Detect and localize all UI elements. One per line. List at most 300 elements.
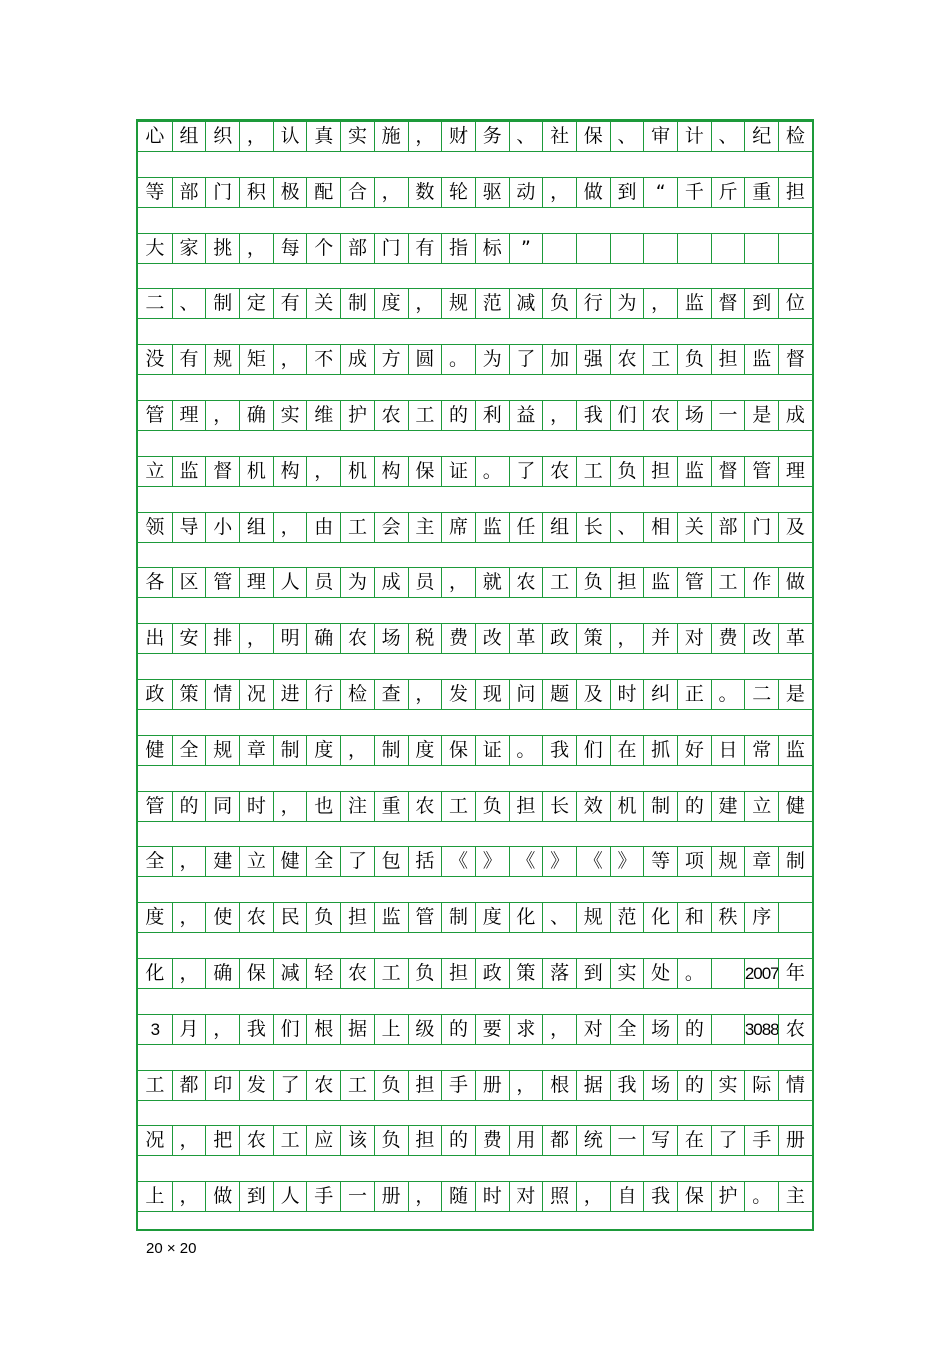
grid-cell: 不 <box>306 344 340 375</box>
grid-cell: 制 <box>273 735 307 766</box>
grid-cell: 况 <box>138 1125 172 1156</box>
grid-cell: 对 <box>576 1014 610 1045</box>
grid-cell: 》 <box>542 846 576 877</box>
grid-cell: 益 <box>509 400 543 431</box>
grid-cell: 人 <box>273 1181 307 1212</box>
grid-cell: 、 <box>711 121 745 152</box>
grid-cell: 我 <box>576 400 610 431</box>
grid-cell: 写 <box>643 1125 677 1156</box>
grid-row <box>138 1181 812 1212</box>
grid-cell: 负 <box>610 456 644 487</box>
grid-cell: 负 <box>374 1070 408 1101</box>
grid-cell: ， <box>205 1014 239 1045</box>
grid-cell: 极 <box>273 177 307 208</box>
grid-cell: 门 <box>205 177 239 208</box>
grid-cell: 定 <box>239 288 273 319</box>
grid-cell: 长 <box>542 791 576 822</box>
grid-cell: 。 <box>509 735 543 766</box>
grid-cell: 革 <box>778 623 812 654</box>
grid-cell: 部 <box>340 233 374 264</box>
grid-cell: 到 <box>239 1181 273 1212</box>
grid-cell: 们 <box>273 1014 307 1045</box>
grid-cell: 构 <box>273 456 307 487</box>
grid-cell: 组 <box>172 121 206 152</box>
grid-cell: 现 <box>475 679 509 710</box>
grid-cell: 就 <box>475 567 509 598</box>
grid-cell: 据 <box>576 1070 610 1101</box>
grid-cell: 二 <box>138 288 172 319</box>
grid-row <box>138 1014 812 1045</box>
grid-cell: 。 <box>711 679 745 710</box>
grid-cell: 手 <box>744 1125 778 1156</box>
grid-cell: 规 <box>205 735 239 766</box>
grid-cell: 一 <box>610 1125 644 1156</box>
grid-cell: 督 <box>778 344 812 375</box>
grid-cell: 化 <box>509 902 543 933</box>
grid-cell: 监 <box>374 902 408 933</box>
grid-cell: 农 <box>778 1014 812 1045</box>
grid-cell: 督 <box>205 456 239 487</box>
grid-cell: 工 <box>138 1070 172 1101</box>
grid-row <box>138 1070 812 1101</box>
grid-cell: 出 <box>138 623 172 654</box>
grid-cell: 监 <box>744 344 778 375</box>
grid-cell: 健 <box>778 791 812 822</box>
grid-cell: 立 <box>138 456 172 487</box>
grid-cell: 二 <box>744 679 778 710</box>
grid-cell: 保 <box>576 121 610 152</box>
grid-cell: 实 <box>273 400 307 431</box>
grid-cell: 有 <box>273 288 307 319</box>
grid-cell: 场 <box>374 623 408 654</box>
grid-cell <box>677 233 711 264</box>
grid-cell: 求 <box>509 1014 543 1045</box>
grid-cell: 化 <box>643 902 677 933</box>
grid-cell: 章 <box>744 846 778 877</box>
grid-cell <box>576 233 610 264</box>
grid-cell: 工 <box>273 1125 307 1156</box>
grid-cell: 题 <box>542 679 576 710</box>
grid-cell: 减 <box>509 288 543 319</box>
grid-cell: 主 <box>778 1181 812 1212</box>
grid-cell: 的 <box>441 1014 475 1045</box>
grid-cell: 。 <box>677 958 711 989</box>
grid-cell: 负 <box>542 288 576 319</box>
grid-cell: 、 <box>610 121 644 152</box>
grid-cell: 政 <box>138 679 172 710</box>
grid-cell: 实 <box>610 958 644 989</box>
grid-cell: 加 <box>542 344 576 375</box>
grid-cell: 册 <box>374 1181 408 1212</box>
grid-cell: ， <box>239 233 273 264</box>
grid-cell: 积 <box>239 177 273 208</box>
grid-cell: 月 <box>172 1014 206 1045</box>
grid-cell: 制 <box>778 846 812 877</box>
grid-cell: 规 <box>205 344 239 375</box>
grid-cell: ， <box>172 958 206 989</box>
grid-cell: 使 <box>205 902 239 933</box>
grid-cell: 确 <box>306 623 340 654</box>
grid-cell: 正 <box>677 679 711 710</box>
grid-cell: 有 <box>408 233 442 264</box>
grid-cell: 担 <box>778 177 812 208</box>
grid-cell: 强 <box>576 344 610 375</box>
grid-cell: 税 <box>408 623 442 654</box>
grid-cell: 。 <box>475 456 509 487</box>
grid-cell: 的 <box>677 1070 711 1101</box>
grid-cell: 大 <box>138 233 172 264</box>
grid-cell: 安 <box>172 623 206 654</box>
grid-size-label: 20 × 20 <box>146 1240 197 1257</box>
grid-cell: ， <box>441 567 475 598</box>
grid-cell: 相 <box>643 512 677 543</box>
grid-cell: 的 <box>441 400 475 431</box>
grid-cell: 利 <box>475 400 509 431</box>
grid-cell: 负 <box>677 344 711 375</box>
grid-cell: 农 <box>239 902 273 933</box>
grid-cell: 农 <box>610 344 644 375</box>
grid-row <box>138 679 812 710</box>
grid-cell: 工 <box>340 512 374 543</box>
grid-cell: 照 <box>542 1181 576 1212</box>
grid-cell: 成 <box>340 344 374 375</box>
grid-cell: ， <box>509 1070 543 1101</box>
grid-cell: 为 <box>340 567 374 598</box>
grid-cell: 数 <box>408 177 442 208</box>
grid-cell: 减 <box>273 958 307 989</box>
grid-cell: 监 <box>677 456 711 487</box>
grid-cell: 范 <box>610 902 644 933</box>
grid-cell: 排 <box>205 623 239 654</box>
grid-cell: 上 <box>138 1181 172 1212</box>
grid-cell: 一 <box>711 400 745 431</box>
grid-cell: 由 <box>306 512 340 543</box>
grid-cell: 章 <box>239 735 273 766</box>
grid-cell: 矩 <box>239 344 273 375</box>
grid-cell: 管 <box>138 400 172 431</box>
grid-cell: 建 <box>711 791 745 822</box>
grid-cell: 斤 <box>711 177 745 208</box>
grid-cell: 该 <box>340 1125 374 1156</box>
grid-cell: 做 <box>778 567 812 598</box>
grid-cell: ， <box>374 177 408 208</box>
grid-cell: ， <box>408 679 442 710</box>
grid-cell: 际 <box>744 1070 778 1101</box>
grid-cell: 作 <box>744 567 778 598</box>
grid-cell: 和 <box>677 902 711 933</box>
grid-cell: 位 <box>778 288 812 319</box>
grid-cell: 负 <box>576 567 610 598</box>
grid-cell: 工 <box>711 567 745 598</box>
grid-cell: 管 <box>744 456 778 487</box>
grid-cell: 《 <box>576 846 610 877</box>
grid-cell: 证 <box>475 735 509 766</box>
grid-cell: 个 <box>306 233 340 264</box>
grid-cell: 社 <box>542 121 576 152</box>
grid-cell: 等 <box>138 177 172 208</box>
grid-cell: 革 <box>509 623 543 654</box>
grid-cell: 、 <box>542 902 576 933</box>
grid-cell: 了 <box>711 1125 745 1156</box>
grid-cell: 确 <box>205 958 239 989</box>
grid-cell: 指 <box>441 233 475 264</box>
grid-cell: 化 <box>138 958 172 989</box>
grid-cell: 组 <box>239 512 273 543</box>
grid-cell: 保 <box>677 1181 711 1212</box>
grid-cell: 改 <box>475 623 509 654</box>
grid-cell: 担 <box>408 1070 442 1101</box>
grid-cell: 负 <box>475 791 509 822</box>
grid-cell: 制 <box>441 902 475 933</box>
grid-row <box>138 344 812 375</box>
grid-cell: 重 <box>744 177 778 208</box>
grid-cell: ， <box>610 623 644 654</box>
grid-cell: 是 <box>778 679 812 710</box>
grid-cell: ， <box>239 623 273 654</box>
grid-row <box>138 121 812 152</box>
grid-row <box>138 567 812 598</box>
grid-cell <box>610 233 644 264</box>
grid-cell: 2007 <box>744 958 778 989</box>
grid-cell: 工 <box>441 791 475 822</box>
grid-cell: 及 <box>576 679 610 710</box>
grid-cell: 门 <box>744 512 778 543</box>
grid-cell: 没 <box>138 344 172 375</box>
grid-cell: 在 <box>677 1125 711 1156</box>
grid-row <box>138 1125 812 1156</box>
grid-cell: 规 <box>576 902 610 933</box>
grid-cell: 》 <box>475 846 509 877</box>
grid-cell: 到 <box>610 177 644 208</box>
grid-cell: 担 <box>441 958 475 989</box>
grid-cell: 常 <box>744 735 778 766</box>
grid-cell: 一 <box>340 1181 374 1212</box>
grid-cell: 长 <box>576 512 610 543</box>
grid-cell: 费 <box>711 623 745 654</box>
grid-cell <box>643 233 677 264</box>
grid-row <box>138 846 812 877</box>
grid-row <box>138 623 812 654</box>
grid-cell: 员 <box>306 567 340 598</box>
grid-cell: 主 <box>408 512 442 543</box>
grid-cell: ， <box>273 344 307 375</box>
grid-cell: 册 <box>778 1125 812 1156</box>
grid-cell: 立 <box>239 846 273 877</box>
grid-cell: 监 <box>643 567 677 598</box>
grid-cell: ， <box>542 177 576 208</box>
grid-cell: 农 <box>509 567 543 598</box>
grid-cell: 配 <box>306 177 340 208</box>
grid-row <box>138 902 812 933</box>
grid-cell: 用 <box>509 1125 543 1156</box>
grid-cell: 农 <box>408 791 442 822</box>
grid-cell: 费 <box>475 1125 509 1156</box>
grid-cell <box>778 233 812 264</box>
grid-cell: 度 <box>306 735 340 766</box>
grid-cell: 都 <box>172 1070 206 1101</box>
grid-cell: 处 <box>643 958 677 989</box>
grid-cell: 了 <box>273 1070 307 1101</box>
grid-cell: 规 <box>711 846 745 877</box>
grid-cell: 了 <box>340 846 374 877</box>
grid-cell: ， <box>408 121 442 152</box>
grid-cell <box>778 902 812 933</box>
grid-cell: 督 <box>711 288 745 319</box>
grid-cell: 并 <box>643 623 677 654</box>
grid-cell: 等 <box>643 846 677 877</box>
grid-cell: ， <box>172 1125 206 1156</box>
grid-cell: ” <box>509 233 543 264</box>
grid-cell: 场 <box>677 400 711 431</box>
grid-cell: ， <box>408 1181 442 1212</box>
grid-cell: ， <box>340 735 374 766</box>
grid-cell: 保 <box>441 735 475 766</box>
grid-cell: 农 <box>340 958 374 989</box>
grid-cell: 关 <box>306 288 340 319</box>
grid-cell: ， <box>306 456 340 487</box>
grid-cell: 情 <box>205 679 239 710</box>
grid-cell: 明 <box>273 623 307 654</box>
grid-cell: 每 <box>273 233 307 264</box>
grid-cell: 构 <box>374 456 408 487</box>
grid-cell: 织 <box>205 121 239 152</box>
grid-cell: 场 <box>643 1070 677 1101</box>
grid-cell: ， <box>643 288 677 319</box>
grid-cell: 发 <box>239 1070 273 1101</box>
grid-cell: 千 <box>677 177 711 208</box>
grid-cell: 部 <box>711 512 745 543</box>
grid-cell: 及 <box>778 512 812 543</box>
grid-cell: 工 <box>340 1070 374 1101</box>
grid-cell: 督 <box>711 456 745 487</box>
grid-cell: 包 <box>374 846 408 877</box>
grid-cell: 上 <box>374 1014 408 1045</box>
grid-cell: 管 <box>677 567 711 598</box>
grid-cell: 担 <box>408 1125 442 1156</box>
grid-cell <box>542 233 576 264</box>
grid-cell: 也 <box>306 791 340 822</box>
grid-cell: 全 <box>172 735 206 766</box>
grid-cell: 进 <box>273 679 307 710</box>
grid-cell: ， <box>172 1181 206 1212</box>
grid-cell: ， <box>542 1014 576 1045</box>
grid-cell: 们 <box>576 735 610 766</box>
grid-cell: 3 <box>138 1014 172 1045</box>
grid-cell: 做 <box>576 177 610 208</box>
grid-cell: 的 <box>677 791 711 822</box>
grid-cell: 健 <box>138 735 172 766</box>
grid-cell: 日 <box>711 735 745 766</box>
grid-cell: 健 <box>273 846 307 877</box>
grid-cell: 驱 <box>475 177 509 208</box>
grid-cell: “ <box>643 177 677 208</box>
grid-cell: 农 <box>542 456 576 487</box>
grid-cell: 负 <box>408 958 442 989</box>
grid-cell: 监 <box>677 288 711 319</box>
grid-cell: 检 <box>340 679 374 710</box>
grid-cell: 实 <box>711 1070 745 1101</box>
grid-cell: 效 <box>576 791 610 822</box>
grid-cell: 时 <box>610 679 644 710</box>
grid-cell: 落 <box>542 958 576 989</box>
grid-cell: 印 <box>205 1070 239 1101</box>
grid-cell: 民 <box>273 902 307 933</box>
grid-cell: 况 <box>239 679 273 710</box>
grid-cell: 根 <box>306 1014 340 1045</box>
grid-cell: 自 <box>610 1181 644 1212</box>
grid-cell: 问 <box>509 679 543 710</box>
grid-cell: 全 <box>306 846 340 877</box>
grid-cell: 册 <box>475 1070 509 1101</box>
grid-cell: 我 <box>239 1014 273 1045</box>
grid-cell <box>711 958 745 989</box>
grid-cell: 关 <box>677 512 711 543</box>
grid-cell <box>744 233 778 264</box>
grid-cell: 同 <box>205 791 239 822</box>
grid-cell: 策 <box>509 958 543 989</box>
grid-cell: 立 <box>744 791 778 822</box>
grid-row <box>138 177 812 208</box>
grid-cell: 机 <box>239 456 273 487</box>
grid-cell: 席 <box>441 512 475 543</box>
grid-cell: 担 <box>340 902 374 933</box>
grid-cell: 财 <box>441 121 475 152</box>
grid-cell: 费 <box>441 623 475 654</box>
grid-cell: 的 <box>172 791 206 822</box>
grid-cell: 时 <box>475 1181 509 1212</box>
grid-cell: 手 <box>306 1181 340 1212</box>
grid-cell: 全 <box>138 846 172 877</box>
grid-cell: 部 <box>172 177 206 208</box>
grid-cell: 。 <box>441 344 475 375</box>
grid-cell: ， <box>542 400 576 431</box>
grid-cell: 度 <box>374 288 408 319</box>
grid-cell: 任 <box>509 512 543 543</box>
grid-cell: 场 <box>643 1014 677 1045</box>
grid-row <box>138 233 812 264</box>
grid-cell: 农 <box>239 1125 273 1156</box>
grid-cell: 们 <box>610 400 644 431</box>
grid-row <box>138 456 812 487</box>
grid-cell: 的 <box>677 1014 711 1045</box>
grid-cell: 《 <box>509 846 543 877</box>
grid-cell: 轮 <box>441 177 475 208</box>
grid-cell: 把 <box>205 1125 239 1156</box>
grid-cell: 策 <box>576 623 610 654</box>
grid-row <box>138 735 812 766</box>
grid-cell: 区 <box>172 567 206 598</box>
grid-cell: 度 <box>138 902 172 933</box>
grid-cell: 监 <box>172 456 206 487</box>
grid-cell: 秩 <box>711 902 745 933</box>
grid-cell: 括 <box>408 846 442 877</box>
grid-cell: 农 <box>643 400 677 431</box>
grid-cell: 为 <box>475 344 509 375</box>
grid-cell: 护 <box>340 400 374 431</box>
grid-cell: 管 <box>408 902 442 933</box>
grid-cell: 制 <box>205 288 239 319</box>
grid-cell: 注 <box>340 791 374 822</box>
grid-cell: 情 <box>778 1070 812 1101</box>
grid-cell: 好 <box>677 735 711 766</box>
grid-cell: 、 <box>610 512 644 543</box>
grid-cell: 合 <box>340 177 374 208</box>
grid-cell: 机 <box>340 456 374 487</box>
grid-cell: 理 <box>778 456 812 487</box>
grid-cell: 工 <box>576 456 610 487</box>
grid-cell <box>711 1014 745 1045</box>
grid-cell: 》 <box>610 846 644 877</box>
